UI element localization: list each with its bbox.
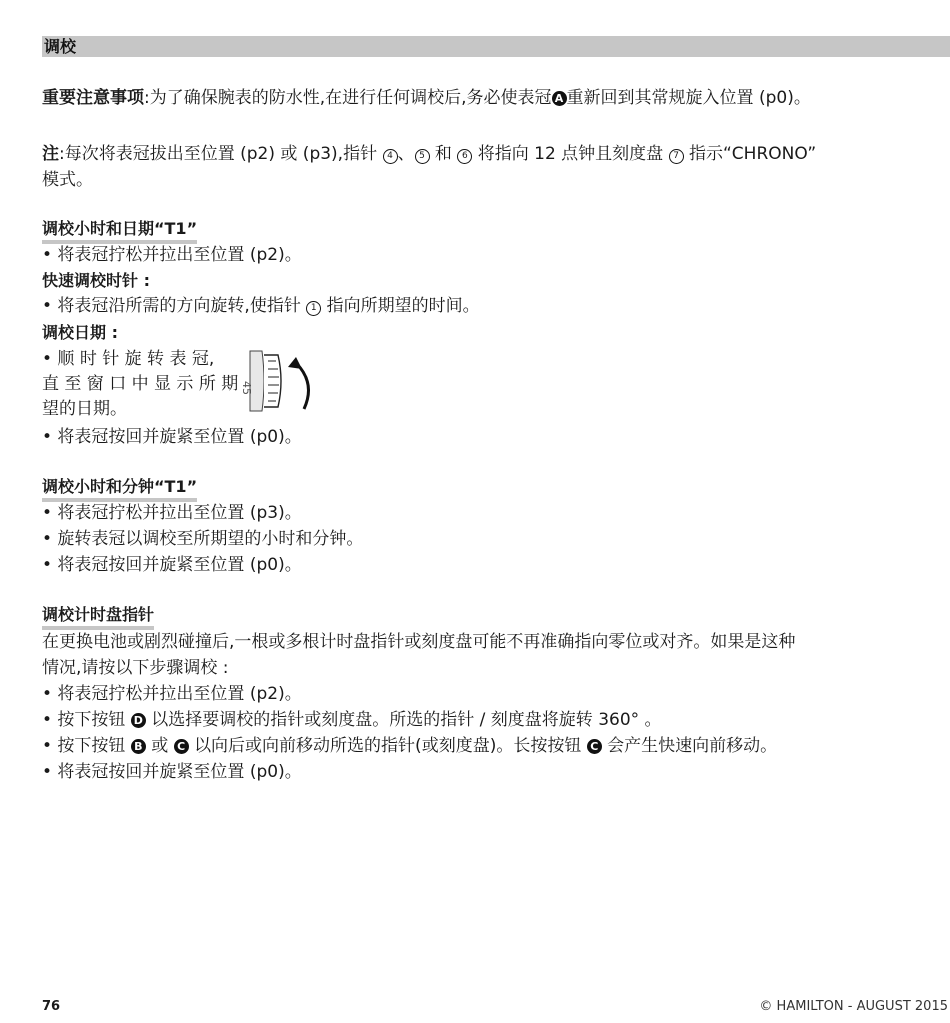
button-c-marker-icon-2: C	[587, 739, 602, 754]
section3-intro-line2: 情况,请按以下步骤调校 :	[42, 658, 229, 678]
section2-step2: • 旋转表冠以调校至所期望的小时和分钟。	[42, 529, 364, 549]
section3-step4: • 将表冠按回并旋紧至位置 (p0)。	[42, 762, 302, 782]
date-title: 调校日期 :	[42, 323, 118, 342]
quick-hour-step	[42, 294, 480, 319]
hand-5-marker-icon: 5	[415, 149, 430, 164]
step2-text-a: • 按下按钮	[42, 710, 126, 730]
section3-step1: • 将表冠拧松并拉出至位置 (p2)。	[42, 684, 302, 704]
section2-title: 调校小时和分钟“T1”	[42, 476, 197, 502]
hand-6-marker-icon: 6	[457, 149, 472, 164]
section1-step1: • 将表冠拧松并拉出至位置 (p2)。	[42, 245, 302, 265]
note-text-a: :每次将表冠拔出至位置 (p2) 或 (p3),指针	[59, 144, 378, 164]
date-line-2: 直 至 窗 口 中 显 示 所 期	[42, 374, 239, 394]
date-window-digits: 45	[240, 381, 253, 395]
note-sep: 、	[397, 144, 415, 164]
step3-text-c: 会产生快速向前移动。	[607, 736, 778, 756]
quick-step-b: 指向所期望的时间。	[326, 296, 480, 316]
dial-7-marker-icon: 7	[669, 149, 684, 164]
section-header-title: 调校	[44, 37, 77, 56]
hand-1-marker-icon: 1	[306, 301, 321, 316]
section3-step3	[42, 734, 777, 759]
note-and: 和	[434, 144, 452, 164]
step3-text-b: 以向后或向前移动所选的指针(或刻度盘)。长按按钮	[194, 736, 582, 756]
crown-rotation-figure	[240, 349, 320, 413]
button-c-marker-icon: C	[174, 739, 189, 754]
step3-or: 或	[151, 736, 169, 756]
quick-hour-title: 快速调校时针 :	[42, 271, 150, 290]
crown-a-marker-icon: A	[552, 91, 567, 106]
quick-step-a: • 将表冠沿所需的方向旋转,使指针	[42, 296, 301, 316]
rotation-arrow-icon	[296, 363, 309, 409]
section3-step2	[42, 708, 662, 733]
copyright: © HAMILTON - AUGUST 2015	[759, 999, 948, 1014]
section1-title: 调校小时和日期“T1”	[42, 218, 197, 244]
step2-text-b: 以选择要调校的指针或刻度盘。所选的指针 / 刻度盘将旋转 360° 。	[151, 710, 662, 730]
important-note	[42, 84, 948, 113]
button-d-marker-icon: D	[131, 713, 146, 728]
date-line-1: • 顺 时 针 旋 转 表 冠,	[42, 349, 215, 369]
date-line-3: 望的日期。	[42, 399, 127, 419]
important-tail: 重新回到其常规旋入位置 (p0)。	[566, 88, 811, 108]
button-b-marker-icon: B	[131, 739, 146, 754]
important-text: :为了确保腕表的防水性,在进行任何调校后,务必使表冠	[144, 88, 552, 108]
note-paragraph	[42, 140, 948, 169]
section2-step3: • 将表冠按回并旋紧至位置 (p0)。	[42, 555, 302, 575]
page-number: 76	[42, 999, 61, 1014]
rotation-arrowhead-icon	[288, 357, 302, 369]
hand-4-marker-icon: 4	[383, 149, 398, 164]
note-label: 注	[42, 144, 59, 164]
important-label: 重要注意事项	[42, 88, 144, 108]
note-text-b: 将指向 12 点钟且刻度盘	[477, 144, 664, 164]
note-line-2: 模式。	[42, 170, 93, 190]
section3-title: 调校计时盘指针	[42, 604, 154, 630]
step3-text-a: • 按下按钮	[42, 736, 126, 756]
note-text-c: 指示“CHRONO”	[688, 144, 817, 164]
section3-intro-line1: 在更换电池或剧烈碰撞后,一根或多根计时盘指针或刻度盘可能不再准确指向零位或对齐。如果是这种	[42, 632, 796, 652]
crown-body	[264, 355, 281, 407]
section2-step1: • 将表冠拧松并拉出至位置 (p3)。	[42, 503, 302, 523]
section-header-bar	[42, 36, 950, 57]
section1-step-last: • 将表冠按回并旋紧至位置 (p0)。	[42, 427, 302, 447]
